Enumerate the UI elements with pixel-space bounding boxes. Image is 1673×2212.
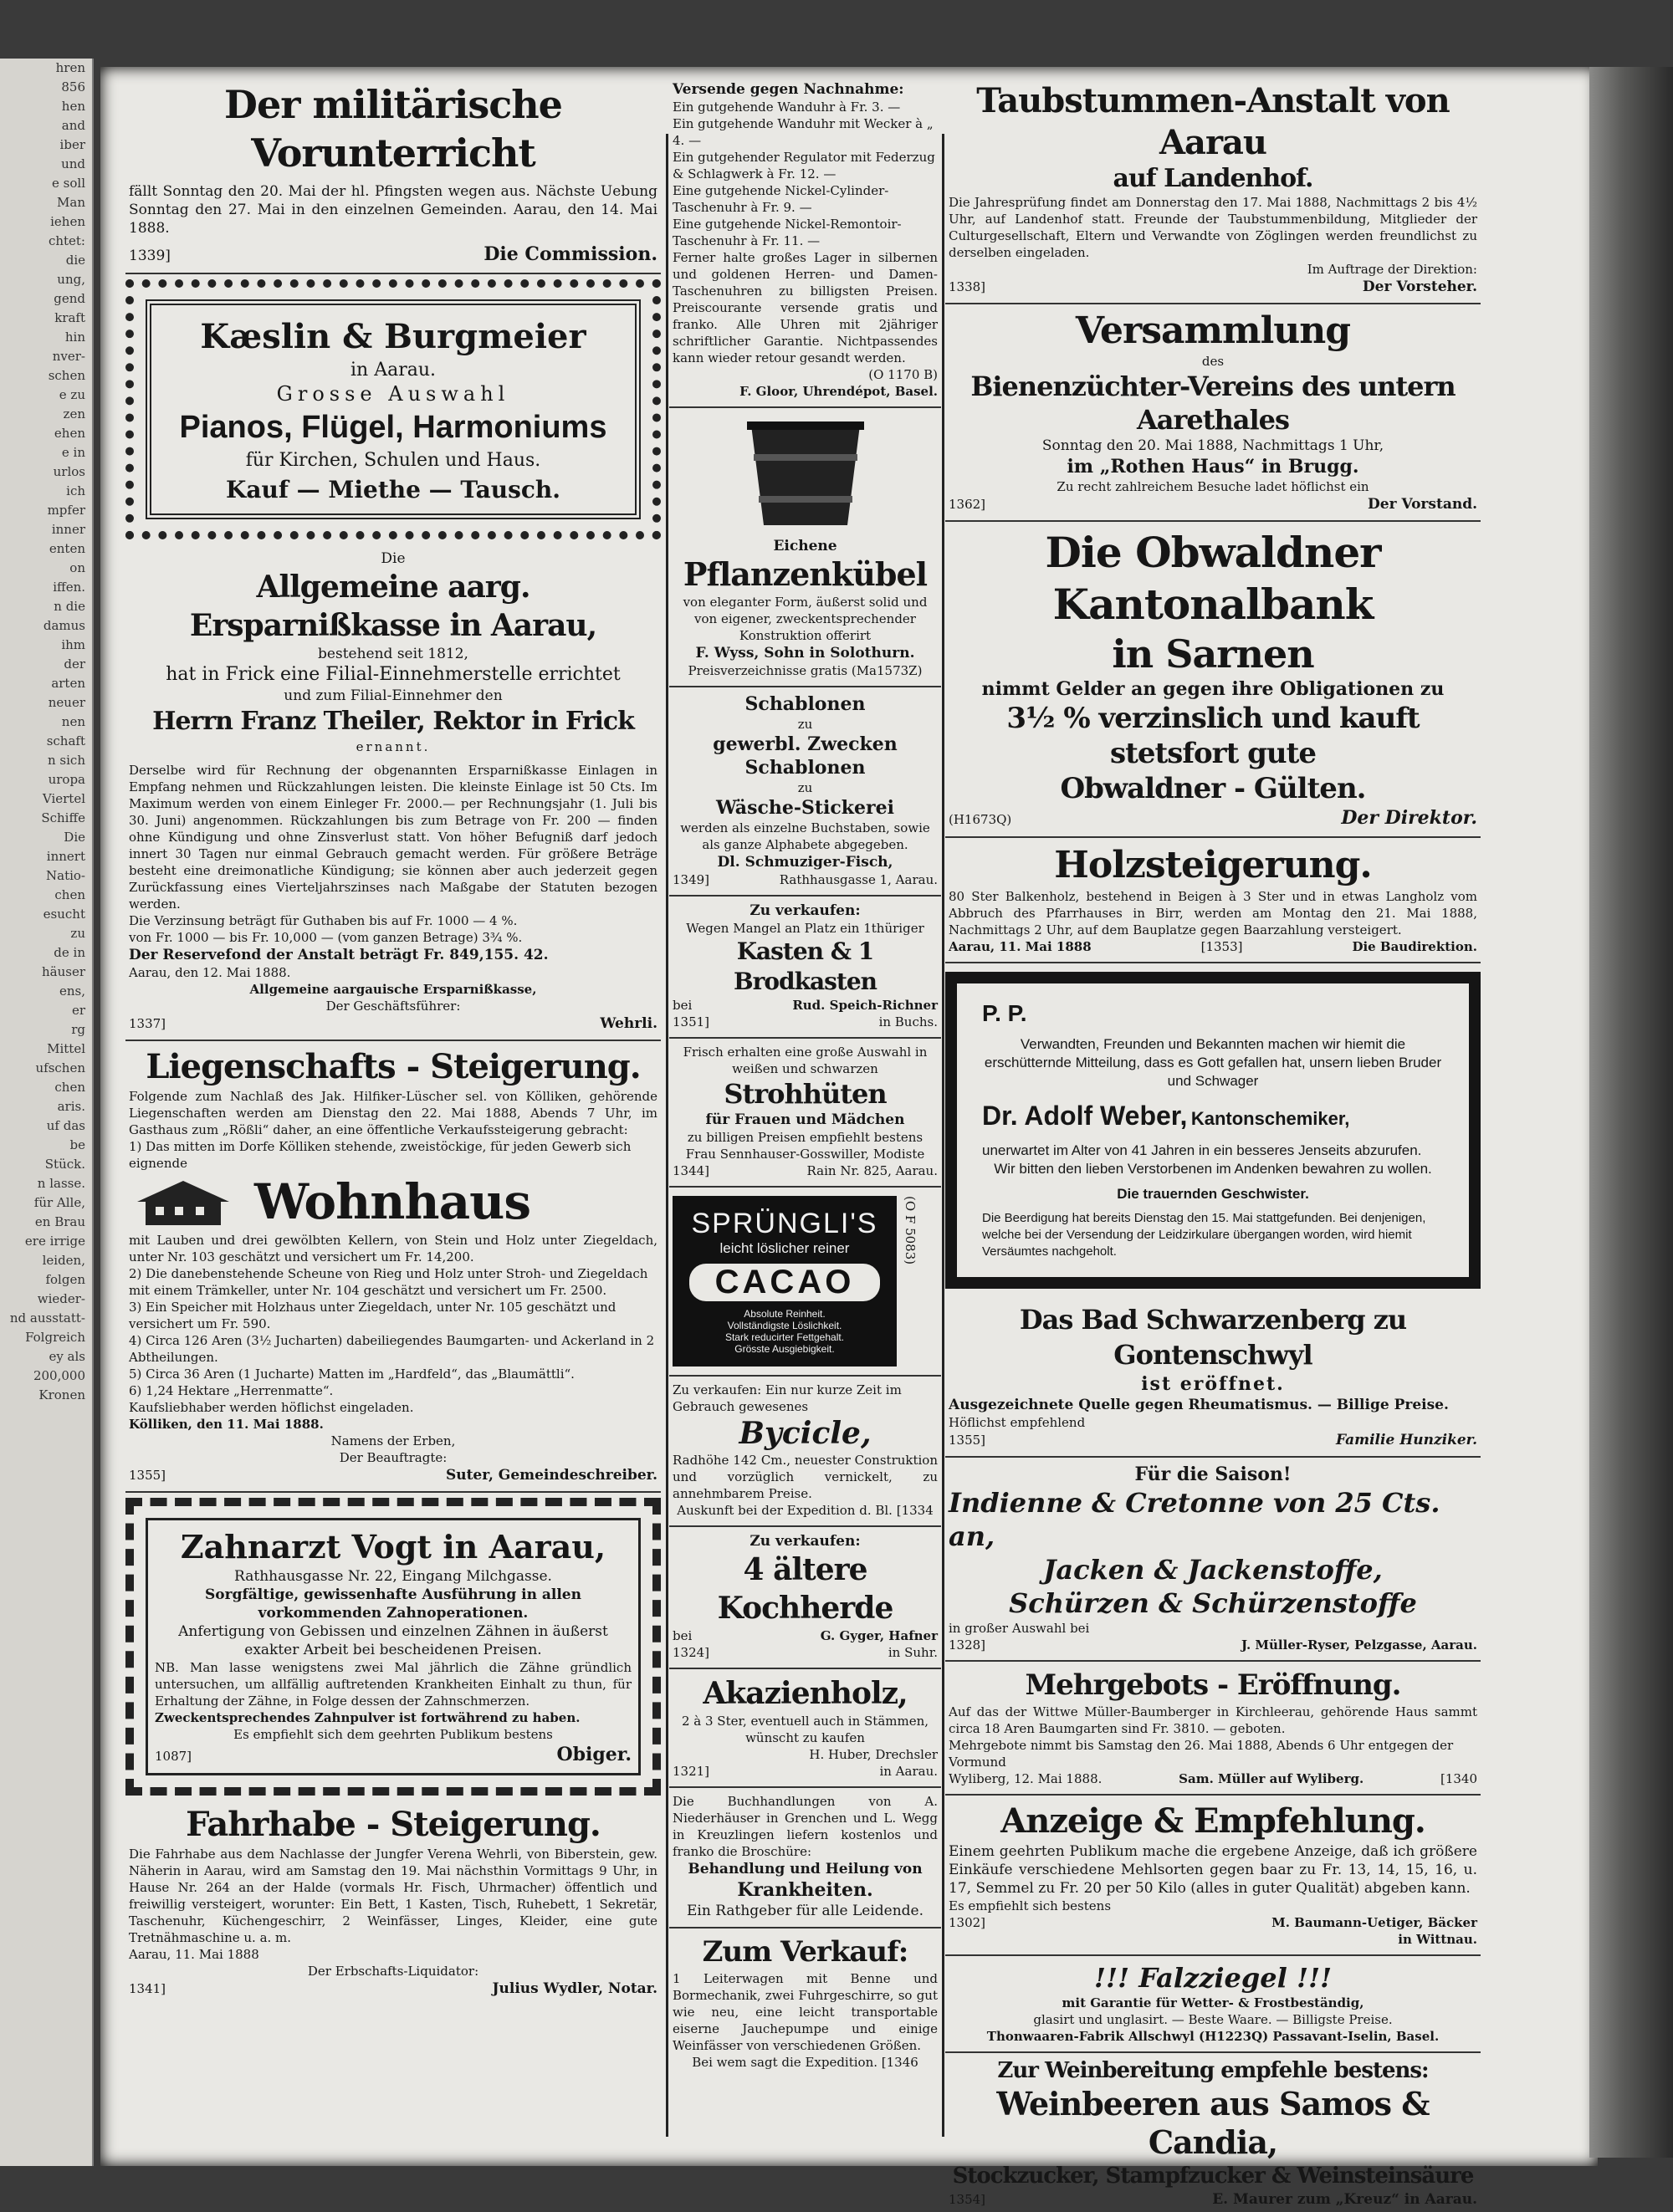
page-edge [1589,67,1673,2158]
ad-anzeige [945,1796,1481,1956]
ad-line: bei [673,1628,693,1643]
ad-title: in Sarnen [1112,631,1314,677]
strip-line: Viertel [42,791,85,806]
ad-number: 1355] [129,1468,166,1483]
ad-number: 1341] [129,1981,166,1996]
ad-signature: Namens der Erben, [330,1433,456,1448]
ad-item: Eine gutgehende Nickel-Cylinder-Taschenuhr à Fr. 9. — [673,183,889,215]
ad-head: Zu verkaufen: [750,1533,861,1550]
strip-line: Stück. [44,1157,85,1172]
strip-line: Schiffe [41,810,85,825]
ad-foot: Bei wem sagt die Expedition. [1346 [692,2055,918,2070]
ad-item: 1) Das mitten im Dorfe Kölliken stehende, zweistöckige, für jeden Gewerb sich eignende [129,1139,632,1171]
ad-code: (O F 5083) [903,1196,918,1265]
strip-line: chtet: [48,233,85,248]
ad-line: mit Garantie für Wetter- & Frostbeständig, [1062,1995,1364,2010]
ad-feature: Vollständigste Löslichkeit. [727,1320,842,1331]
ad-title: Fahrhabe - Steigerung. [186,1805,601,1844]
rate-line: Die Verzinsung beträgt für Guthaben bis auf Fr. 1000 — 4 %. [129,913,518,928]
ad-address: Rain Nr. 825, Aarau. [806,1163,938,1178]
ad-line: Schürzen & Schürzenstoffe [1009,1587,1417,1619]
ad-title: gewerbl. Zwecken [713,733,898,755]
ad-signature: H. Huber, Drechsler [809,1747,938,1762]
ad-line: Wegen Mangel an Platz ein 1thüriger [686,921,924,936]
ad-title: Krankheiten. [737,1879,873,1901]
ad-feature: Grösste Ausgiebigkeit. [734,1343,835,1355]
ad-buch [669,1788,941,1928]
ad-title: Der militärische Vorunterricht [224,82,562,176]
ad-title: Versende gegen Nachnahme: [673,81,904,98]
ad-item: 4) Circa 126 Aren (3½ Jucharten) dabeiliegendes Baumgarten- und Ackerland in 2 Abtheilungen. [129,1333,655,1365]
ad-body: 80 Ster Balkenholz, bestehend in Beigen à 3 Ster und in etwas Langholz vom Abbruch des Pfarrhauses in Birr, werden am Montag den 21. Mai 1888, Nachmittags 2 Uhr, auf dem Bauplatze gegen Baarzahlung versteigert. [949,889,1477,937]
strip-line: ung, [57,272,85,287]
ad-line: und zum Filial-Einnehmer den [284,687,503,704]
ad-zahnarzt [125,1498,661,1796]
ad-liegenschaft [125,1041,661,1493]
ad-name: Herrn Franz Theiler, Rektor in Frick [152,707,634,736]
strip-line: für Alle, [33,1195,85,1210]
ad-number: 1338] [949,279,986,294]
ad-title: Schablonen [744,757,866,779]
ad-title: Die Obwaldner Kantonalbank [1045,528,1381,629]
deceased-role: Kantonschemiker, [1190,1108,1350,1129]
ad-signature: Dl. Schmuziger-Fisch, [717,854,893,871]
rate-line: von Fr. 1000 — bis Fr. 10,000 — (vom ganzen Betrage) 3¾ %. [129,930,523,945]
strip-line: ehen [54,426,85,441]
strip-line: schen [48,368,85,383]
strip-line: ufschen [35,1060,85,1075]
ad-title: Kasten & 1 Brodkasten [733,937,877,995]
strip-line: esucht [43,907,85,922]
ad-feature: Stark reducirter Fettgehalt. [724,1331,845,1343]
ad-kaeslin [125,279,661,539]
ad-item: Eine gutgehende Nickel-Remontoir-Taschenuhr à Fr. 11. — [673,217,902,248]
ad-use: für Kirchen, Schulen und Haus. [245,450,541,471]
ad-signature: Der Geschäftsführer: [325,999,461,1014]
column-1 [125,75,661,2001]
ad-number: [1340 [1440,1771,1477,1786]
strip-line: mpfer [47,503,85,518]
strip-line: Natio- [46,868,85,883]
strip-line: ey als [49,1349,85,1364]
ad-date: Sonntag den 20. Mai 1888, Nachmittags 1 Uhr, [1041,437,1384,454]
ad-signature: Der Vorstand. [1368,496,1477,513]
strip-line: ens, [59,983,85,999]
ad-item: mit Lauben und drei gewölbten Kellern, von Stein und Holz unter Ziegeldach, unter Nr. 103 geschätzt und versichert um Fr. 14,200. [129,1233,657,1264]
strip-line: n lasse. [37,1176,85,1191]
ad-terms: Kauf — Miethe — Tausch. [226,476,560,503]
ad-signature: E. Maurer zum „Kreuz“ in Aarau. [1212,2191,1477,2208]
ad-number: 1355] [949,1433,986,1448]
ad-number: [1353] [1200,939,1243,954]
ad-title: Kæslin & Burgmeier [200,317,586,356]
ad-place: im „Rothen Haus“ in Brugg. [1067,456,1359,478]
ad-title: Allgemeine aarg. Ersparnißkasse in Aarau, [189,570,597,643]
ad-sub: Eichene [773,538,837,554]
ad-item: Ein gutgehende Wanduhr mit Wecker à „ 4. — [673,116,934,148]
ad-number: 1321] [673,1764,710,1779]
strip-line: chen [54,887,85,902]
ad-line: bestehend seit 1812, [318,646,468,662]
ad-kasten [669,897,941,1039]
tub-icon [739,416,872,534]
ad-date: Aarau, den 12. Mai 1888. [129,965,291,980]
strip-line: iber [59,137,85,152]
ad-line: Im Auftrage der Direktion: [1307,262,1477,277]
ad-head: Zu verkaufen: Ein nur kurze Zeit im Gebrauch gewesenes [673,1382,902,1414]
ad-line: Es empfiehlt sich bestens [949,1898,1112,1913]
ad-signature: Familie Hunziker. [1335,1432,1477,1448]
strip-line: iffen. [53,580,85,595]
strip-line: hren [55,60,85,75]
ad-line: Zu recht zahlreichem Besuche ladet höflichst ein [1056,479,1369,494]
strip-line: and [61,118,85,133]
ad-title: P. P. [982,1000,1027,1026]
ad-place: in Aarau. [879,1764,938,1779]
strip-line: hen [61,99,85,114]
ad-line: zu billigen Preisen empfiehlt bestens [687,1130,923,1145]
ad-number: 1344] [673,1163,710,1178]
ad-mehrgebot [945,1662,1481,1796]
ad-place: in Suhr. [888,1645,938,1660]
ad-signature: F. Gloor, Uhrendépot, Basel. [739,384,938,399]
ad-body: Die Fahrhabe aus dem Nachlasse der Jungfer Verena Wehrli, von Biberstein, gew. Näherin in Aarau, wird am Samstag den 19. Mai nächsthin Vormittags 9 Uhr, in Hause Nr. 264 an der Halde (vormals Hr. Fisch, Uhrmacher) öffentlich und freiwillig versteigert, worunter: Ein Bett, 1 Kasten, Tisch, Ruhebett, 1 Sekretär, Taschenuhr, Küchengeschirr, 2 Weinfässer, Linges, Kleider, eine gute Tretnähmaschine u. a. m. [129,1847,657,1945]
ad-title: Zum Verkauf: [702,1935,908,1969]
ad-item: Kaufsliebhaber werden höflichst eingeladen. [129,1400,414,1415]
ad-line: ernannt. [356,739,431,754]
strip-line: häuser [41,964,85,979]
ad-signature: Wehrli. [600,1015,657,1032]
strip-line: Die [64,830,85,845]
strip-line: ere irrige [24,1234,85,1249]
strip-line: n sich [48,753,85,768]
ad-versammlung [945,304,1481,522]
ad-signature: Rud. Speich-Richner [792,998,938,1013]
strip-line: der [64,656,85,672]
ad-signature: Obiger. [556,1744,632,1765]
ad-title: Wäsche-Stickerei [716,797,894,819]
ad-line: für Frauen und Mädchen [705,1111,905,1128]
ad-sub: ist eröffnet. [1141,1373,1285,1395]
ad-signature: Die trauernden Geschwister. [1117,1186,1309,1202]
strip-line: Kronen [38,1387,85,1402]
ad-number: 1354] [949,2192,986,2207]
strip-line: nver- [52,349,85,364]
ad-vorunterricht [125,75,661,274]
ad-signature: Der Vorsteher. [1362,278,1477,295]
ad-saison [945,1458,1481,1662]
strip-line: ihm [61,637,85,652]
ad-body: Folgende zum Nachlaß des Jak. Hilfiker-Lüscher sel. von Kölliken, gehörende Liegenschaften werden am Dienstag den 22. Mai 1888, Abends 7 Uhr, im Gasthaus zum „Rößli“ daher, an eine öffentliche Verkaufssteigerung gebracht: [129,1089,657,1137]
ad-kuebel [669,408,941,687]
ad-signature: Der Beauftragte: [339,1450,448,1465]
ad-signature: Der Erbschafts-Liquidator: [307,1964,479,1979]
adjacent-page-strip [0,59,94,2166]
ad-line: des [1201,354,1225,369]
strip-line: kraft [54,310,85,325]
strip-line: damus [43,618,85,633]
ad-number: 1328] [949,1637,986,1653]
ad-note: NB. Man lasse wenigstens zwei Mal jährlich die Zähne gründlich untersuchen, um allfällig auftretenden Krankheiten Einhalt zu thun, für Erhaltung der Zähne, in Folge dessen der Zahnschmerzen. [155,1660,632,1709]
strip-line: folgen [45,1272,85,1287]
ad-title: Behandlung und Heilung von [688,1861,923,1877]
strip-line: nd ausstatt- [9,1310,85,1326]
ad-signature: J. Müller-Ryser, Pelzgasse, Aarau. [1241,1637,1477,1653]
ad-title: Mehrgebots - Eröffnung. [1025,1668,1401,1702]
ad-body: Die Buchhandlungen von A. Niederhäuser in Grenchen und L. Wegg in Kreuzlingen liefern kostenlos und franko die Broschüre: [673,1794,938,1859]
ad-title: !!! Falzziegel !!! [1093,1962,1333,1994]
ad-number: 1362] [949,497,986,512]
column-2 [669,75,941,2076]
ad-number: 1324] [673,1645,710,1660]
ad-body: fällt Sonntag den 20. Mai der hl. Pfingsten wegen aus. Nächste Uebung Sonntag den 27. Mai in den einzelnen Gemeinden. Aarau, den 14. Mai 1888. [129,183,657,237]
ad-body: 1 Leiterwagen mit Benne und Bormechanik, zwei Fuhrgeschirre, so gut wie neu, eine leicht transportable eiserne Jauchepumpe und einige Weinfässer von verschiedenen Größen. [673,1971,938,2053]
strip-line: wieder- [37,1291,85,1306]
ad-schablonen [669,687,941,897]
ad-body: Verwandten, Freunden und Bekannten machen wir hiemit die erschütternde Mitteilung, dass es Gott gefallen hat, unsern lieben Bruder und Schwager [984,1036,1442,1089]
ad-line: Obwaldner - Gülten. [1060,772,1366,805]
strip-line: enten [49,541,85,556]
column-rule [666,134,668,2137]
ad-sub: Bienenzüchter-Vereins des untern Aarethales [970,370,1456,436]
ad-body: Einem geehrten Publikum mache die ergebene Anzeige, daß ich größere Einkäufe verschiedene Mehlsorten gegen baar zu Fr. 13, 14, 15, 16, u. 17, Semmel zu Fr. 20 per 50 Kilo (alles in guter Qualität) abgeben kann. [949,1843,1477,1897]
ad-title: Bycicle, [739,1416,872,1451]
ad-akazien [669,1669,941,1788]
ad-line: hat in Frick eine Filial-Einnehmerstelle errichtet [166,664,621,685]
ad-title: Liegenschafts - Steigerung. [146,1047,641,1086]
ad-cacao [669,1188,941,1377]
ad-line: glasirt und unglasirt. — Beste Waare. — Billigste Preise. [1033,2012,1393,2027]
ad-title: Strohhüten [724,1078,887,1110]
ad-body: Wir bitten den lieben Verstorbenen im Andenken bewahren zu wollen. [994,1161,1432,1177]
strip-line: be [69,1137,85,1152]
ad-item: 6) 1,24 Hektare „Herrenmatte“. [129,1383,334,1398]
strip-line: schaft [46,733,85,748]
ad-date: Aarau, 11. Mai 1888 [129,1947,259,1962]
ad-signature: Julius Wydler, Notar. [492,1980,657,1997]
ad-line: Sorgfältige, gewissenhafte Ausführung in allen vorkommenden Zahnoperationen. [205,1586,581,1622]
ad-product: CACAO [689,1264,880,1301]
strip-line: hin [64,330,85,345]
ad-line: Es empfiehlt sich dem geehrten Publikum bestens [233,1727,553,1742]
ad-address: Rathhausgasse 1, Aarau. [779,872,938,887]
ad-line: Frisch erhalten eine große Auswahl in weißen und schwarzen [683,1045,928,1076]
ad-signature: Allgemeine aargauische Ersparnißkasse, [249,982,537,997]
ad-title: Zahnarzt Vogt in Aarau, [180,1528,606,1566]
strip-line: gend [54,291,85,306]
ad-line: Anfertigung von Gebissen und einzelnen Zähnen in äußerst exakter Arbeit bei bescheidenen Preisen. [178,1623,608,1658]
ad-body: 2 à 3 Ster, eventuell auch in Stämmen, wünscht zu kaufen [681,1714,929,1745]
strip-line: chen [54,1080,85,1095]
ad-line: Mehrgebote nimmt bis Samstag den 26. Mai 1888, Abends 6 Uhr entgegen der Vormund [949,1738,1454,1770]
ad-ersparnis [125,544,661,1041]
ad-title: Versammlung [1075,309,1351,352]
ad-date: Wyliberg, 12. Mai 1888. [949,1771,1103,1786]
ad-body: Auf das der Wittwe Müller-Baumberger in Kirchleerau, gehörende Haus sammt circa 18 Aren Baumgarten sind Fr. 3810. — geboten. [949,1704,1477,1736]
ad-body: Die Beerdigung hat bereits Dienstag den 15. Mai stattgefunden. Bei denjenigen, welche bei der Versendung der Leidzirkulare übergangen worden, wird hiemit Versäumtes nachgeholt. [982,1211,1426,1259]
ad-line: bei [673,998,693,1013]
ad-uhren [669,75,941,408]
ad-title: Holzsteigerung. [1054,844,1372,886]
ad-code: (H1673Q) [949,812,1012,827]
ad-head: Für die Saison! [1134,1464,1292,1485]
ad-line: Jacken & Jackenstoffe, [1043,1554,1383,1586]
ad-strohhuete [669,1039,941,1188]
ad-feature: Absolute Reinheit. [744,1308,826,1320]
strip-line: inner [51,522,85,537]
ad-title: Das Bad Schwarzenberg zu Gontenschwyl [1019,1304,1407,1371]
strip-line: die [65,253,85,268]
deceased-name: Dr. Adolf Weber, [982,1101,1188,1131]
ad-title: Pflanzenkübel [683,555,928,593]
strip-line: uf das [46,1118,85,1133]
column-3 [945,75,1481,2212]
ad-title: Taubstummen-Anstalt von Aarau [976,81,1450,162]
strip-line: n die [54,599,85,614]
strip-line: neuer [48,695,85,710]
ad-body: Ferner halte großes Lager in silbernen und goldenen Herren- und Damen-Taschenuhren zu billigsten Preisen. Preiscourante versende gratis und franko. Alle Uhren mit 2jähriger schriftlicher Garantie. Nichtpassendes kann wieder retour gesandt werden. [673,250,938,365]
strip-line: zen [63,406,85,421]
ad-products: Pianos, Flügel, Harmoniums [179,410,607,445]
ad-signature: F. Wyss, Sohn in Solothurn. [695,645,915,662]
ad-date: Aarau, 11. Mai 1888 [949,939,1092,954]
ad-item: 2) Die danebenstehende Scheune von Rieg und Holz unter Stroh- und Ziegeldach mit einem Trämkeller, unter Nr. 104 geschätzt und versichert um Fr. 2500. [129,1266,648,1298]
ad-line: 3½ % verzinslich und kauft stetsfort gute [1006,702,1420,770]
ad-foot: Preisverzeichnisse gratis (Ma1573Z) [688,663,923,678]
ad-line: zu [797,780,813,795]
strip-line: er [71,1003,85,1018]
strip-line: arten [51,676,85,691]
strip-line: iehen [50,214,85,229]
ad-pre: Die [381,550,406,567]
ad-title: Schablonen [744,693,866,715]
ad-line: Ein Rathgeber für alle Leidende. [687,1903,923,1919]
ad-kochherde [669,1527,941,1669]
ad-line: Höflichst empfehlend [949,1415,1086,1430]
ad-falzziegel [945,1956,1481,2053]
ad-address: Rathhausgasse Nr. 22, Eingang Milchgasse. [234,1568,552,1585]
ad-body: Die Jahresprüfung findet am Donnerstag den 17. Mai 1888, Nachmittags 2 bis 4½ Uhr, auf Landenhof statt. Freunde der Taubstummenbildung, Mitglieder der Culturgesellschaft, Eltern und Verwandte von Zöglingen werden freundlichst zu derselben eingeladen. [949,195,1477,260]
ad-number: 1339] [129,248,171,264]
ad-sub: leicht löslicher reiner [719,1240,850,1256]
ad-signature: Die Commission. [483,243,657,265]
strip-line: 856 [61,79,85,95]
ad-body: Derselbe wird für Rechnung der obgenannten Ersparnißkasse Einlagen in Empfang nehmen und Rückzahlungen leisten. Die kleinste Einlage ist 50 Cts. Im Maximum werden von einem Einleger Fr. 2000.— per Rechnungsjahr (1. Juli bis 30. Juni) angenommen. Rückzahlungen bis zum Betrage von Fr. 200 — finden ohne Kündigung und ohne Zinsverlust statt. Von höher Befugniß darf jedoch innert 30 Tagen nur einmal Gebrauch gemacht werden. Für größere Beträge besteht eine dreimonatliche Kündigung; sie können aber auch jederzeit gegen Zurückfassung eines Vierteljahrszinses nach Maßgabe der Statuten bezogen werden. [129,763,657,912]
ad-number: 1351] [673,1014,710,1029]
ad-item: 5) Circa 36 Aren (1 Jucharte) Matten im „Hardfeld“, das „Blaumättli“. [129,1367,575,1382]
strip-line: e soll [52,176,85,191]
ad-number: 1349] [673,872,710,887]
ad-body: unerwartet im Alter von 41 Jahren in ein besseres Jenseits abzurufen. [982,1142,1422,1158]
ad-bad [945,1297,1481,1458]
strip-line: und [61,156,85,171]
column-rule [942,134,944,2137]
ad-bycicle [669,1377,941,1527]
ad-title: Weinbeeren aus Samos & Candia, [996,2085,1430,2161]
ad-todesanzeige [945,972,1481,1289]
strip-line: leiden, [42,1253,85,1268]
ad-signature: Sam. Müller auf Wyliberg. [1179,1771,1364,1786]
strip-line: 200,000 [33,1368,85,1383]
strip-line: ich [66,483,85,498]
house-icon [129,1177,238,1227]
ad-code: (O 1170 B) [868,367,938,382]
ad-line: Zur Weinbereitung empfehle bestens: [997,2058,1429,2083]
strip-line: Mittel [47,1041,85,1056]
ad-signature: M. Baumann-Uetiger, Bäcker [1271,1915,1477,1930]
strip-line: nen [61,714,85,729]
strip-line: en Brau [34,1214,85,1229]
strip-line: zu [70,926,85,941]
strip-line: de in [54,945,85,960]
ad-signature: Die Baudirektion. [1352,939,1477,954]
ad-fahrhabe [125,1801,661,2001]
ad-foot: Auskunft bei der Expedition d. Bl. [1334 [677,1503,934,1518]
ad-obwalden [945,522,1481,838]
rate-line: Der Reservefond der Anstalt beträgt Fr. 849,155. 42. [129,947,549,963]
ad-date: Kölliken, den 11. Mai 1888. [129,1417,324,1432]
ad-signature: Der Direktor. [1341,807,1477,829]
ad-sub: Grosse Auswahl [276,382,510,406]
ad-title: 4 ältere Kochherde [717,1552,893,1626]
ad-line: in großer Auswahl bei [949,1621,1090,1636]
strip-line: innert [46,849,85,864]
ad-head: Zu verkaufen: [750,902,861,919]
ad-sub: auf Landenhof. [1113,164,1313,193]
ad-number: 1337] [129,1016,166,1031]
strip-line: Folgreich [25,1330,85,1345]
ad-body: von eleganter Form, äußerst solid und von eigener, zweckentsprechender Konstruktion offerirt [683,595,928,643]
ad-foot: Thonwaaren-Fabrik Allschwyl (H1223Q) Passavant-Iselin, Basel. [986,2029,1440,2044]
strip-line: aris. [57,1099,85,1114]
ad-line: zu [797,717,813,732]
ad-line: Stockzucker, Stampfzucker & Weinsteinsäure [952,2163,1474,2189]
ad-line: nimmt Gelder an gegen ihre Obligationen zu [981,678,1445,700]
ad-line: Ausgezeichnete Quelle gegen Rheumatismus. — Billige Preise. [949,1397,1449,1413]
ad-place: in Aarau. [350,360,436,381]
ad-item: Ein gutgehender Regulator mit Federzug & Schlagwerk à Fr. 12. — [673,150,935,181]
ad-title: Anzeige & Empfehlung. [1000,1801,1425,1841]
ad-title: Akazienholz, [703,1676,908,1711]
ad-verkauf [669,1928,941,2076]
ad-taubstumm [945,75,1481,304]
ad-item: Ein gutgehende Wanduhr à Fr. 3. — [673,100,901,115]
ad-signature: G. Gyger, Hafner [820,1628,938,1643]
ad-big-word: Wohnhaus [254,1173,531,1230]
ad-line: Zweckentsprechendes Zahnpulver ist fortwährend zu haben. [155,1710,581,1725]
strip-line: uropa [48,772,85,787]
ad-line: Indienne & Cretonne von 25 Cts. an, [949,1487,1440,1552]
ad-place: in Wittnau. [1398,1932,1477,1947]
ad-signature: Frau Sennhauser-Gosswiller, Modiste [685,1147,925,1162]
strip-line: e zu [59,387,85,402]
strip-line: rg [71,1022,85,1037]
ad-number: 1087] [155,1749,192,1764]
strip-line: Man [57,195,85,210]
ad-place: in Buchs. [878,1014,938,1029]
strip-line: on [69,560,85,575]
ad-holz [945,838,1481,963]
strip-line: e in [61,445,85,460]
ad-brand: SPRÜNGLI'S [691,1208,878,1239]
ad-signature: Suter, Gemeindeschreiber. [445,1467,657,1484]
ad-number: 1302] [949,1915,986,1930]
strip-line: urlos [53,464,85,479]
ad-item: 3) Ein Speicher mit Holzhaus unter Ziegeldach, unter Nr. 105 geschätzt und versichert um Fr. 590. [129,1300,617,1331]
ad-body: werden als einzelne Buchstaben, sowie als ganze Alphabete abgegeben. [680,820,930,852]
ad-body: Radhöhe 142 Cm., neuester Construktion und vorzüglich vernickelt, zu annehmbarem Preise. [673,1453,938,1501]
